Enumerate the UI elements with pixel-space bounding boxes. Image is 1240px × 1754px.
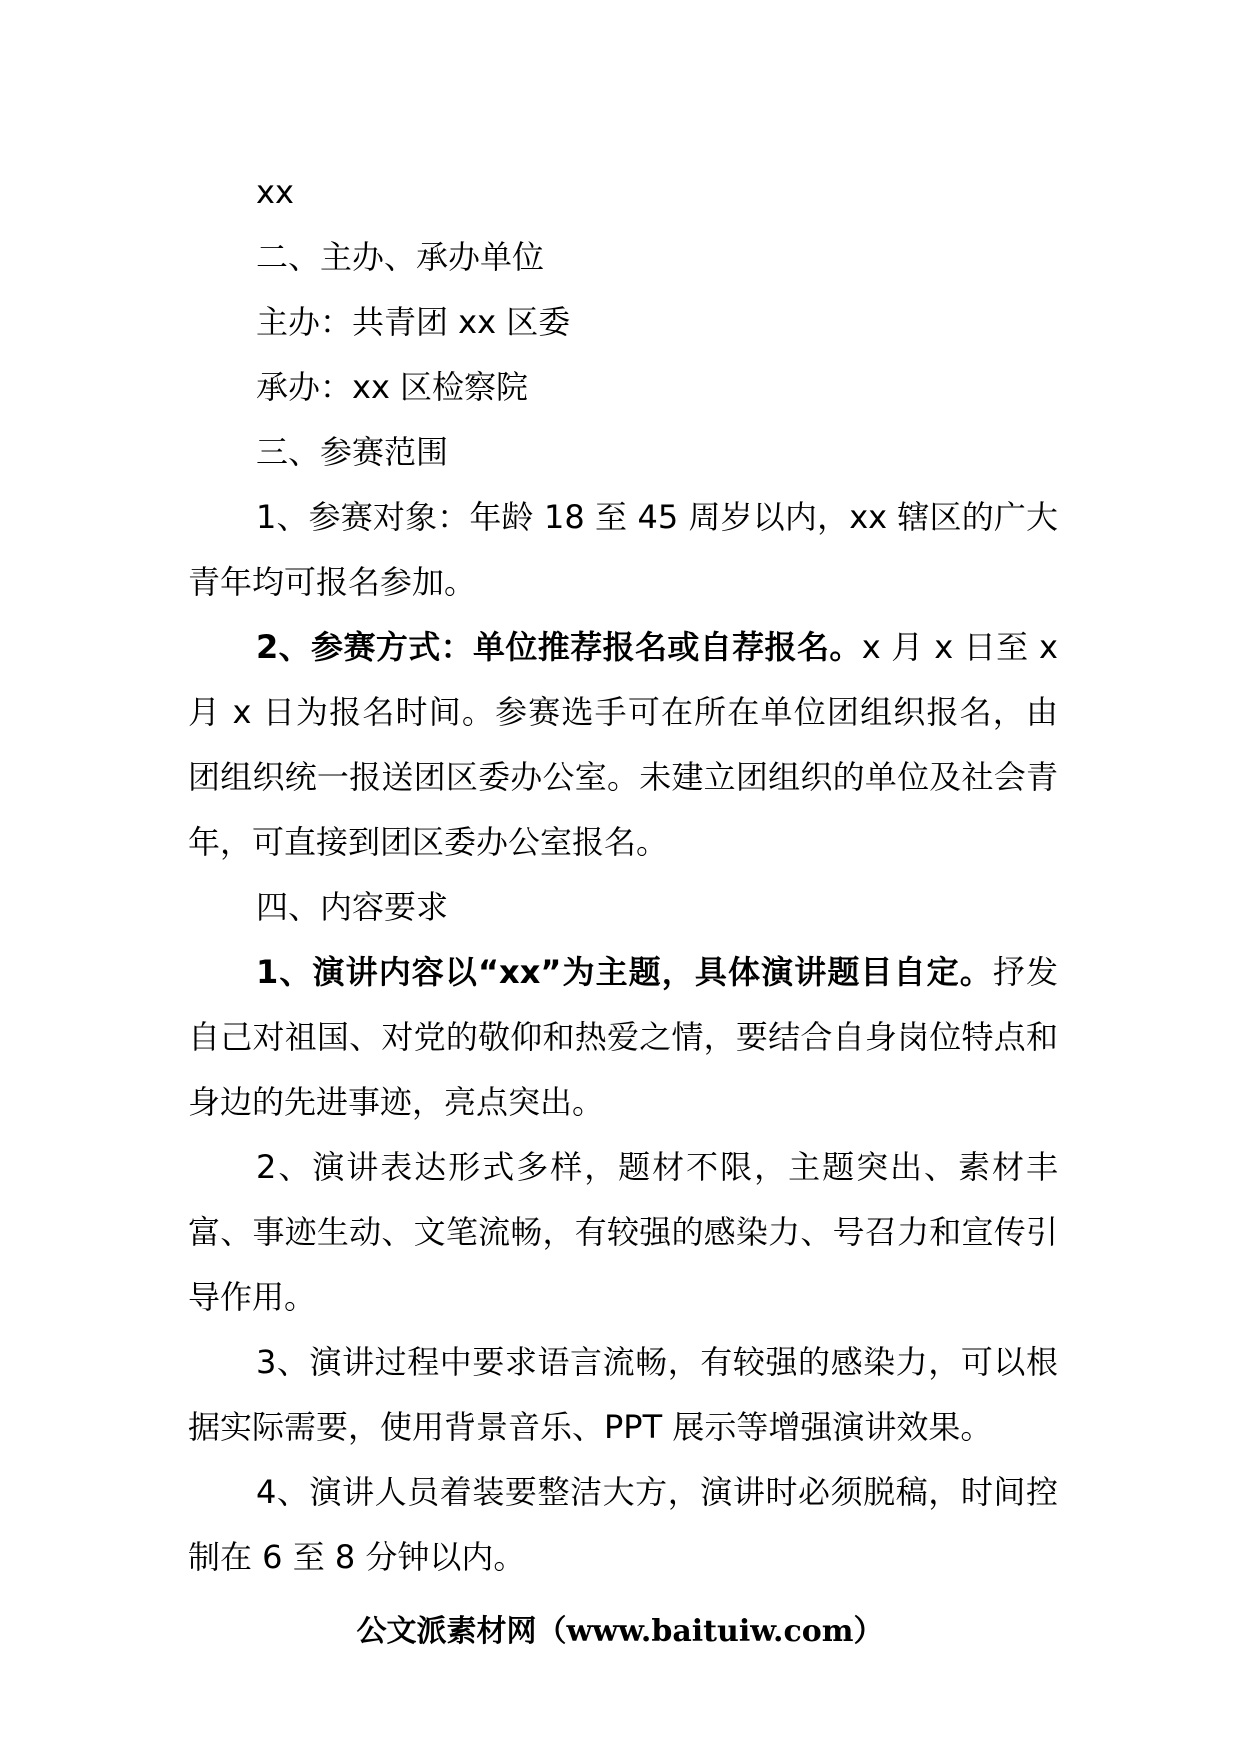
requirement-1-bold-lead: 1、演讲内容以“xx”为主题，具体演讲题目自定。 [256, 953, 993, 991]
paragraph-requirement-2: 2、演讲表达形式多样，题材不限，主题突出、素材丰富、事迹生动、文笔流畅，有较强的感染力、号召力和宣传引导作用。 [188, 1148, 1058, 1316]
heading-content-requirements: 四、内容要求 [256, 888, 449, 926]
paragraph-requirement-3: 3、演讲过程中要求语言流畅，有较强的感染力，可以根据实际需要，使用背景音乐、PPT 展示等增强演讲效果。 [188, 1343, 1058, 1446]
heading-organizers: 二、主办、承办单位 [256, 238, 545, 276]
registration-body: x 月 x 日至 x 月 x 日为报名时间。参赛选手可在所在单位团组织报名，由团组织统一报送团区委办公室。未建立团组织的单位及社会青年，可直接到团区委办公室报名。 [188, 628, 1058, 861]
heading-scope: 三、参赛范围 [256, 433, 449, 471]
paragraph-participants: 1、参赛对象：年龄 18 至 45 周岁以内，xx 辖区的广大青年均可报名参加。 [188, 498, 1058, 601]
paragraph-organizer: 承办：xx 区检察院 [256, 368, 529, 406]
paragraph-requirement-1 [188, 940, 1058, 1135]
requirement-1-body: 抒发自己对祖国、对党的敬仰和热爱之情，要结合自身岗位特点和身边的先进事迹，亮点突出。 [188, 953, 1058, 1121]
footer-watermark: 公文派素材网（www.baituiw.com） [356, 1614, 884, 1649]
paragraph-date-placeholder: xx [256, 173, 294, 211]
paragraph-host: 主办：共青团 xx 区委 [256, 303, 571, 341]
document-body [188, 160, 1058, 1590]
paragraph-registration [188, 615, 1058, 875]
registration-bold-lead: 2、参赛方式：单位推荐报名或自荐报名。 [256, 628, 862, 666]
paragraph-requirement-4: 4、演讲人员着装要整洁大方，演讲时必须脱稿，时间控制在 6 至 8 分钟以内。 [188, 1473, 1058, 1576]
